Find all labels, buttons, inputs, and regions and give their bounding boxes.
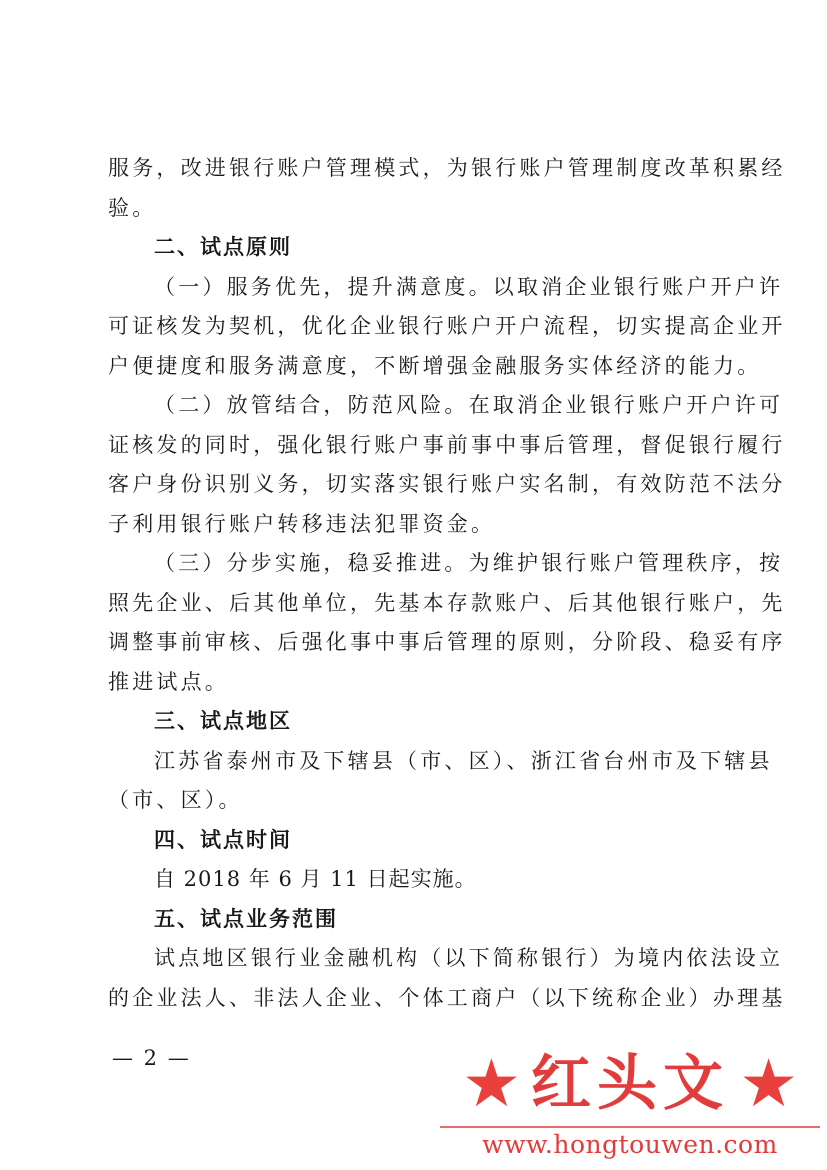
section-heading: 五、试点业务范围: [154, 907, 338, 931]
paragraph-line: （二）放管结合，防范风险。在取消企业银行账户开户许可: [154, 393, 784, 417]
star-icon: ★: [461, 1045, 521, 1122]
paragraph-line: 客户身份识别义务，切实落实银行账户实名制，有效防范不法分: [108, 472, 786, 496]
section-heading: 二、试点原则: [154, 235, 292, 259]
watermark-logo[interactable]: [440, 1046, 820, 1164]
page-number: — 2 —: [112, 1046, 191, 1070]
paragraph-line: 调整事前审核、后强化事中事后管理的原则，分阶段、稳妥有序: [108, 630, 786, 654]
star-icon: ★: [739, 1045, 799, 1122]
paragraph-line: 江苏省泰州市及下辖县（市、区）、浙江省台州市及下辖县: [154, 749, 773, 773]
paragraph-line: 照先企业、后其他单位，先基本存款账户、后其他银行账户，先: [108, 591, 786, 615]
paragraph-line: 试点地区银行业金融机构（以下简称银行）为境内依法设立: [154, 946, 784, 970]
paragraph-line: （一）服务优先，提升满意度。以取消企业银行账户开户许: [154, 275, 784, 299]
paragraph-line: （三）分步实施，稳妥推进。为维护银行账户管理秩序，按: [154, 551, 784, 575]
section-heading: 四、试点时间: [154, 828, 292, 852]
section-heading: 三、试点地区: [154, 709, 292, 733]
paragraph-line: 的企业法人、非法人企业、个体工商户（以下统称企业）办理基: [108, 986, 786, 1010]
paragraph-line: 推进试点。: [108, 670, 229, 694]
paragraph-line: 户便捷度和服务满意度，不断增强金融服务实体经济的能力。: [108, 354, 762, 378]
paragraph-line: 子利用银行账户转移违法犯罪资金。: [108, 512, 496, 536]
paragraph-line: 服务，改进银行账户管理模式，为银行账户管理制度改革积累经: [108, 156, 786, 180]
paragraph-line: 可证核发为契机，优化企业银行账户开户流程，切实提高企业开: [108, 314, 786, 338]
paragraph-line: 验。: [108, 196, 157, 220]
paragraph-line: 自 2018 年 6 月 11 日起实施。: [154, 867, 477, 891]
paragraph-line: （市、区）。: [108, 788, 243, 812]
paragraph-line: 证核发的同时，强化银行账户事前事中事后管理，督促银行履行: [108, 433, 786, 457]
watermark-url-link[interactable]: www.hongtouwen.com: [482, 1130, 778, 1159]
watermark-title-text: 红头文: [531, 1049, 729, 1119]
watermark-divider: [440, 1126, 820, 1128]
watermark-title: [440, 1046, 820, 1122]
